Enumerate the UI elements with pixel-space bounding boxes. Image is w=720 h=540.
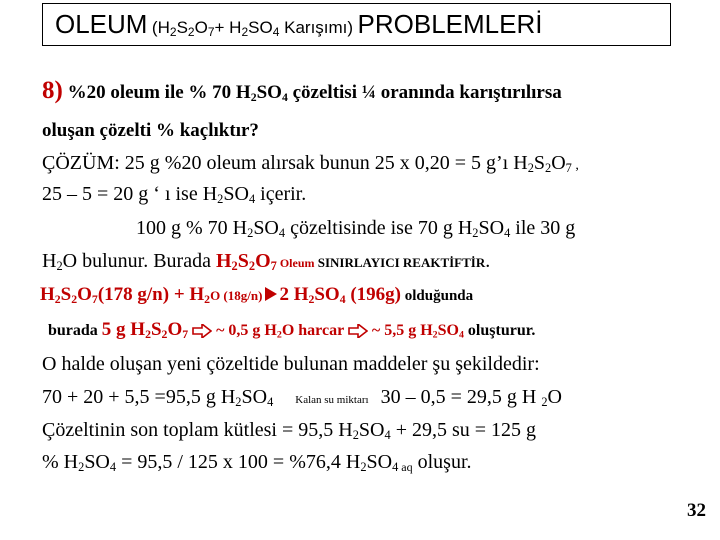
title-h: (H [151,18,170,37]
sub: 2 [56,259,63,274]
text: SO [478,217,505,239]
text: O bulunur. Burada [62,250,216,272]
sub: 2 [187,25,195,39]
text: burada [48,322,102,339]
title-oleum: OLEUM [55,9,148,39]
text: SO [241,386,268,408]
text: 25 – 5 = 20 g ‘ ı ise H [42,183,218,205]
sub: 2 [248,259,256,274]
solution-line-1 [42,153,579,175]
text: oluşturur. [463,322,536,339]
text: O [547,386,562,408]
problem-line-1 [42,78,562,104]
sub: 4 [272,25,280,39]
text: O [255,250,271,272]
solution-line-3 [136,218,575,240]
sub: 2 [472,226,479,241]
text: çözeltisinde ise 70 g H [285,217,473,239]
sub: 2 [161,327,168,341]
text: (196g) [345,284,402,305]
text: S [150,319,162,340]
title-so: SO [248,18,273,37]
sub: 4 [392,460,399,475]
sub: 2 [432,329,438,341]
sub: 7 [270,259,277,274]
sub: 4 [458,329,464,341]
text: O (18g/n) [210,288,263,303]
text: O harcar [281,322,348,339]
sub: 2 [247,226,254,241]
sub: 7 [182,327,189,341]
sub: 4 [278,226,286,241]
sub: 2 [235,395,242,410]
text: 5 g H [101,319,146,340]
sub: 2 [527,161,534,176]
sub: 4 [109,460,117,475]
title-problems: PROBLEMLERİ [357,9,543,39]
sub: 4 [248,192,256,207]
text: (178 g/n) + H [97,284,205,305]
text: O [167,319,183,340]
reaction-equation [40,284,401,305]
text: SO [358,419,385,441]
text: oluşur. [412,451,472,473]
problem-text-2: çözeltisi ¼ oranında karıştırılırsa [287,82,562,103]
sub: 7 [207,25,215,39]
title-o: O [194,18,208,37]
text: O [77,284,92,305]
text [102,319,188,340]
reaction-arrow-icon [265,287,277,301]
sub: 4 [339,292,346,306]
outline-arrow-icon [348,324,368,338]
sub: 7 [91,292,98,306]
problem-line-2: oluşan çözelti % kaçlıktır? [42,120,259,141]
text: 70 + 20 + 5,5 =95,5 g H [42,386,236,408]
solution-line-8 [42,387,562,409]
text: O [551,152,566,174]
sub: 2 [54,292,61,306]
sub: 2 [276,329,282,341]
text: H [42,250,57,272]
sub: 2 [71,292,78,306]
text: 30 – 0,5 = 29,5 g H [380,386,542,408]
text: , [571,158,579,173]
sub: 4 [384,428,391,443]
text: Oleum [276,256,315,270]
title-s: S [176,18,188,37]
text: SO [223,183,249,205]
text: SO [253,217,279,239]
sub: 2 [308,292,315,306]
limiting-reagent-label: SINIRLAYICI REAKTİFTİR [314,255,486,270]
sub: 2 [541,395,548,410]
sub: 2 [250,90,257,104]
text: S [60,284,72,305]
solution-line-4 [42,251,490,273]
text: ~ 0,5 g H [212,322,277,339]
problem-so: SO [256,82,282,103]
solution-line-9 [42,420,536,442]
text: SO [366,451,393,473]
sub: 2 [169,25,177,39]
text [212,322,348,339]
sub: 2 [78,460,85,475]
sub: 4 [281,90,288,104]
text: ile 30 g [510,217,576,239]
sub: 2 [231,259,238,274]
text: S [533,152,546,174]
text: . [485,250,491,272]
solution-line-10 [42,452,472,474]
text: SO [84,451,110,473]
title-plus-h: + H [214,18,242,37]
title-box [42,3,671,46]
text: S [237,250,249,272]
solution-line-2 [42,184,306,206]
sub: 2 [241,25,249,39]
text: SO [437,322,459,339]
text: ÇÖZÜM: 25 g %20 oleum alırsak bunun 25 x 0,20 = 5 g’ı H [42,152,528,174]
sub: 2 [360,460,367,475]
text: + 29,5 su = 125 g [390,419,537,441]
sub: 2 [217,192,224,207]
title-mix: Karışımı) [279,18,354,37]
sub: 2 [352,428,359,443]
text: SO [314,284,340,305]
sub: 2 [545,161,552,176]
outline-arrow-icon [192,324,212,338]
remaining-water-label: Kalan su miktarı [295,394,369,406]
limiting-reagent-formula [216,250,315,272]
text: % H [42,451,79,473]
text: H [215,250,232,272]
text: içerir. [255,183,307,205]
text: olduğunda [401,288,474,304]
title-formula [152,18,353,37]
text: aq [398,460,413,474]
text: 2 H [279,284,309,305]
problem-text: %20 oleum ile % 70 H [62,82,251,103]
text: ~ 5,5 g H [367,322,433,339]
text: H [40,284,55,305]
text: Çözeltinin son toplam kütlesi = 95,5 H [42,419,353,441]
text [368,322,464,339]
sub: 2 [204,292,211,306]
sub: 2 [145,327,151,341]
consumption-line [48,320,535,341]
problem-number: 8) [42,77,63,104]
reaction-line [40,285,473,306]
sub: 7 [565,161,572,176]
text: 100 g % 70 H [136,217,248,239]
page-number: 32 [687,500,706,521]
solution-line-7: O halde oluşan yeni çözeltide bulunan maddeler şu şekildedir: [42,353,540,375]
sub: 4 [267,395,274,410]
text: = 95,5 / 125 x 100 = %76,4 H [116,451,361,473]
sub: 4 [504,226,511,241]
